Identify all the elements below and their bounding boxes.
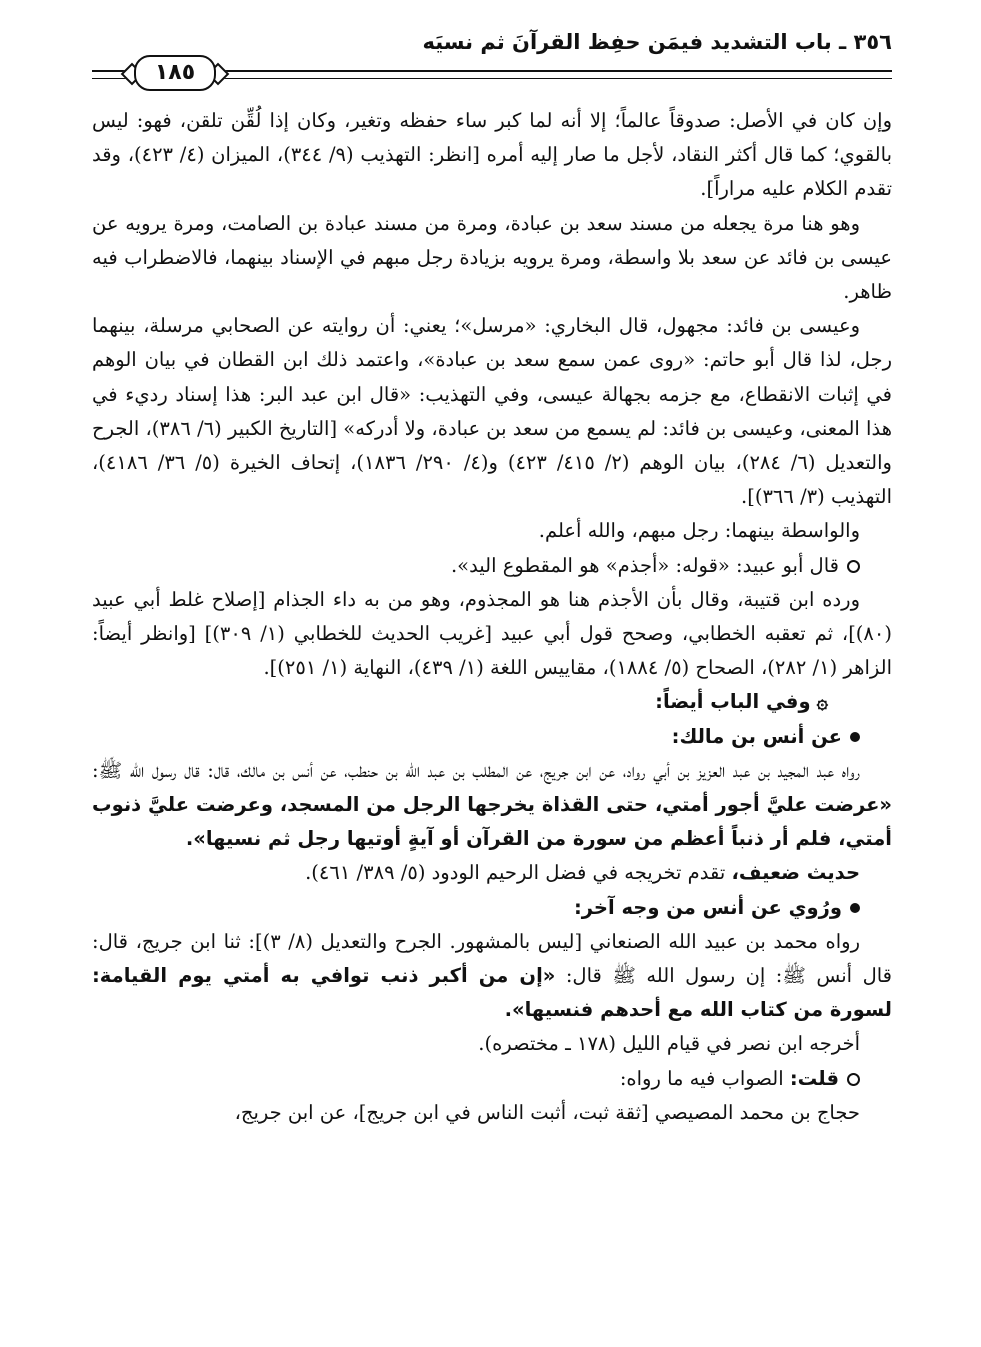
hadith-text-1: «عرضت عليَّ أجور أمتي، حتى القذاة يخرجها الرجل من المسجد، وعرضت عليَّ ذنوب أمتي، فلم أر ذنباً أعظم من سورة من القرآن أو آيةٍ أوتيها رجل ثم نسيها». bbox=[92, 793, 892, 851]
paragraph-7 bbox=[92, 754, 892, 857]
paragraph-2: وهو هنا مرة يجعله من مسند سعد بن عبادة، ومرة من مسند عبادة بن الصامت، ومرة يرويه عن عيسى بن فائد عن سعد بلا واسطة، ومرة يرويه بزيادة رجل مبهم في الإسناد بينهما، فالاضطراب فيه ظاهر. bbox=[92, 211, 892, 304]
paragraph-5 bbox=[92, 549, 892, 583]
paragraph-1: وإن كان في الأصل: صدوقاً عالماً؛ إلا أنه لما كبر ساء حفظه وتغير، وكان إذا لُقِّن تلقن، فهو: ليس بالقوي؛ كما قال أكثر النقاد، لأجل ما صار إليه أمره [انظر: التهذيب (٩/ ٣٤٤)، الميزان (٤/ ٤٢٣)، وقد تقدم الكلام عليه مراراً]. bbox=[92, 109, 892, 201]
section-heading-2 bbox=[92, 720, 892, 754]
paragraph-4: والواسطة بينهما: رجل مبهم، والله أعلم. bbox=[538, 519, 860, 543]
paragraph-10: أخرجه ابن نصر في قيام الليل (١٧٨ ـ مختصره). bbox=[478, 1032, 860, 1056]
section-heading-1-text: وفي الباب أيضاً: bbox=[655, 690, 811, 714]
paragraph-11 bbox=[92, 1062, 892, 1096]
paragraph-7-text: رواه عبد المجيد بن عبد العزيز بن أبي رواد، عن ابن جريج، عن المطلب بن عبد الله بن حنطب، عن أنس بن مالك، قال: قال رسول الله ﷺ: bbox=[92, 758, 860, 782]
paragraph-9 bbox=[92, 925, 892, 1028]
hadith-text-2: «إن من أكبر ذنب توافي به أمتي يوم القيامة: لسورة من كتاب الله مع أحدهم فنسيها». bbox=[92, 964, 892, 1022]
circle-bullet-icon bbox=[847, 560, 860, 573]
page-body bbox=[92, 104, 892, 1130]
paragraph-6: ورده ابن قتيبة، وقال بأن الأجذم هنا هو المجذوم، وهو من به داء الجذام [إصلاح غلط أبي عبيد (٨٠)]، ثم تعقبه الخطابي، وصحح قول أبي عبيد [غريب الحديث للخطابي (١/ ٣٠٩)] [وانظر أيضاً: الزاهر (١/ ٢٨٢)، الصحاح (٥/ ١٨٨٤)، مقاييس اللغة (١/ ٤٣٩)، النهاية (١/ ٢٥١)]. bbox=[92, 587, 892, 680]
filled-bullet-icon bbox=[850, 903, 860, 913]
section-ornament-icon: ۞ bbox=[816, 690, 828, 714]
page-number: ١٨٥ bbox=[134, 55, 216, 91]
paragraph-12: حجاج بن محمد المصيصي [ثقة ثبت، أثبت الناس في ابن جريج]، عن ابن جريج، bbox=[234, 1100, 860, 1124]
paragraph-3: وعيسى بن فائد: مجهول، قال البخاري: «مرسل»؛ يعني: أن روايته عن الصحابي مرسلة، بينهما رجل، لذا قال أبو حاتم: «روى عمن سمع سعد بن عبادة»، واعتمد ذلك ابن القطان في بيان الوهم في إثبات الانقطاع، مع جزمه بجهالة عيسى، وفي التهذيب: «قال ابن عبد البر: هذا إسناد رديء في هذا المعنى، وعيسى بن فائد: لم يسمع من سعد بن عبادة، ولا أدركه» [التاريخ الكبير (٦/ ٣٨٦)، الجرح والتعديل (٦/ ٢٨٤)، بيان الوهم (٢/ ٤١٥/ ٤٢٣) و(٤/ ٢٩٠/ ١٨٣٦)، إتحاف الخيرة (٥/ ٣٦/ ٤١٨٦)، التهذيب (٣/ ٣٦٦)]. bbox=[92, 314, 892, 509]
paragraph-8-text: تقدم تخريجه في فضل الرحيم الودود (٥/ ٣٨٩/ ٤٦١). bbox=[305, 861, 732, 885]
section-heading-1 bbox=[92, 685, 892, 719]
grading-label: حديث ضعيف، bbox=[731, 861, 860, 885]
section-heading-3-text: ورُوي عن أنس من وجه آخر: bbox=[573, 895, 842, 919]
page-header bbox=[92, 30, 892, 90]
paragraph-11-text: الصواب فيه ما رواه: bbox=[619, 1066, 790, 1090]
circle-bullet-icon bbox=[847, 1073, 860, 1086]
paragraph-5-text: قال أبو عبيد: «قوله: «أجذم» هو المقطوع اليد». bbox=[450, 553, 839, 577]
qultu-label: قلت: bbox=[789, 1066, 839, 1090]
filled-bullet-icon bbox=[850, 732, 860, 742]
paragraph-9-text: رواه محمد بن عبيد الله الصنعاني [ليس بالمشهور. الجرح والتعديل (٨/ ٣)]: ثنا ابن جريج، قال: قال أنس ﷺ: إن رسول الله ﷺ قال: bbox=[92, 929, 892, 988]
section-heading-2-text: عن أنس بن مالك: bbox=[671, 724, 842, 748]
running-title: ٣٥٦ ـ باب التشديد فيمَن حفِظ القرآنَ ثم نسيَه bbox=[422, 30, 892, 54]
section-heading-3 bbox=[92, 891, 892, 925]
paragraph-8 bbox=[92, 856, 892, 890]
